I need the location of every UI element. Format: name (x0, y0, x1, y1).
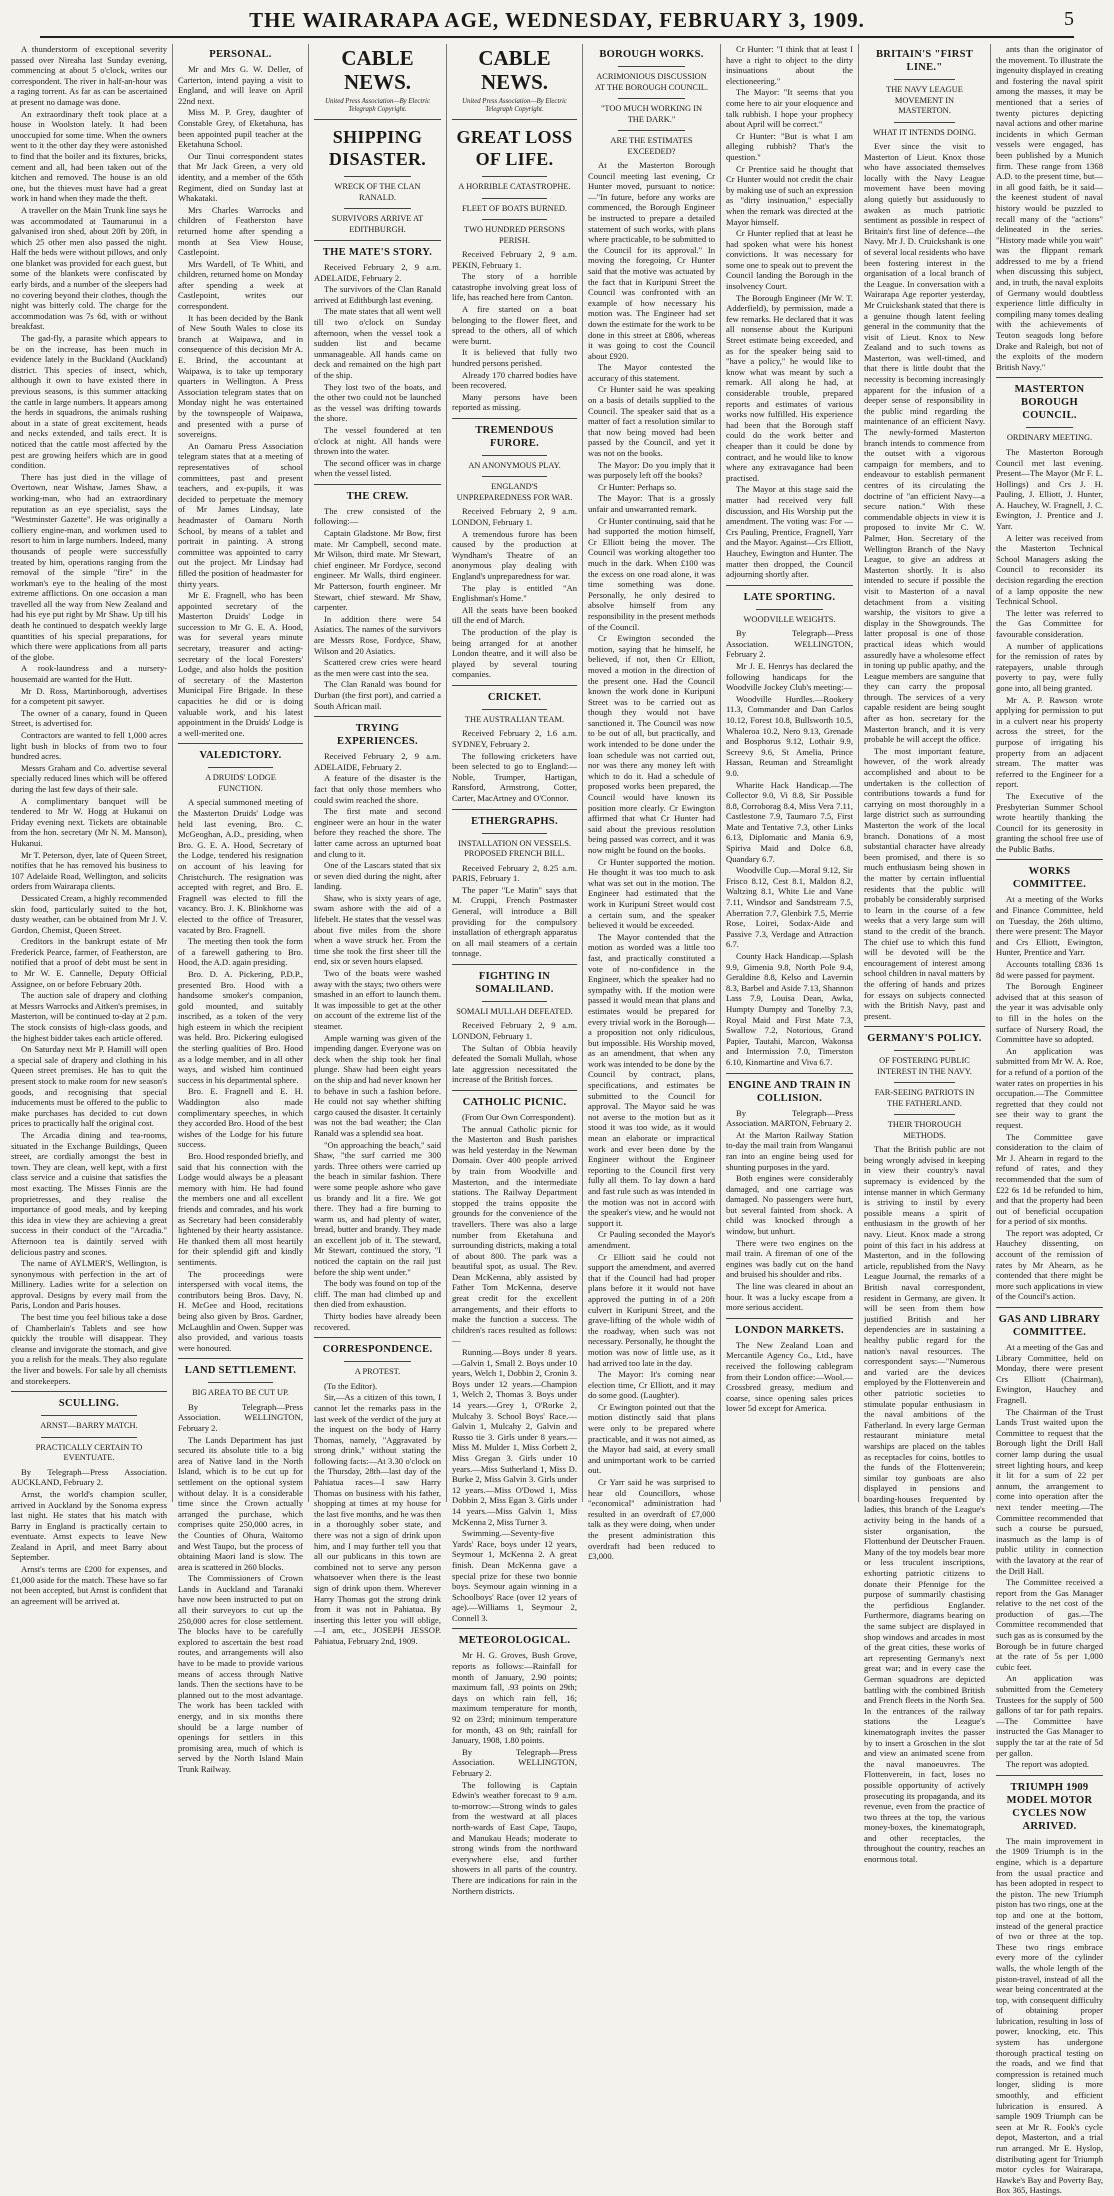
article-subheading: ARE THE ESTIMATES EXCEEDED? (610, 136, 693, 156)
article-divider (314, 716, 441, 717)
article-subheading: ACRIMONIOUS DISCUSSION AT THE BOROUGH COUNCIL. (594, 72, 709, 92)
divider (894, 122, 955, 123)
article-paragraph: There has just died in the village of Overtown, near Wishaw, James Shaw, a working-man, who had an extraordinary reputation as an eye specialist, says the "Westminster Gazette". He was originally a colliery engine-man, and workmen used to resort to him in large numbers. Indeed, many thousands of people were successfully treated by him, operations ranging from the removal of the simple "fire" in the workman's eye to the healing of the most extreme afflictions. On one occasion a man travelled all the way from New Zealand and had his eye put right by Mr Shaw. Up till his death he continued to despatch weekly large quantities of his special preparations, for which there were applications from all parts of the globe. (11, 471, 167, 662)
article-paragraph: The Clan Ranald was bound for Durban (the first port), and carried a South African mail. (314, 679, 441, 711)
article-paragraph: The second officer was in charge when the vessel listed. (314, 457, 441, 479)
article-paragraph: A rook-laundress and a nursery-housemaid are wanted for the Hutt. (11, 663, 167, 685)
article-paragraph: A thunderstorm of exceptional severity passed over Nireaha last Sunday evening, commencing at about 5 o'clock, writes our correspondent. The river in half-an-hour was a raging torrent. As far as can be ascertained at present no damage was done. (11, 44, 167, 107)
article-subheading: ARNST—BARRY MATCH. (40, 1421, 138, 1431)
article-divider (996, 377, 1103, 378)
article-paragraph: There were two engines on the mail train. A fireman of one of the engines was badly cut on the hand and bruised his shoulder and ribs. (726, 1237, 853, 1280)
article (588, 48, 715, 1562)
article-paragraph: Ever since the visit to Masterton of Lieut. Knox those who have associated themselves locally with the Navy League movement have been moving along quietly but assiduously to awaken as much patriotic sentiment as possible in respect of Britain's first line of defence—the Navy. Mr J. D. Cruickshank is one of several local residents who have been fostering interest in the organisation of a local branch of the League. In conversation with a Wairarapa Age reporter yesterday, Mr Cruickshank stated that there is a genuine though latent feeling general in the community that the visit of Lieut. Knox to New Zealand and to such towns as Masterton, was well-timed, and that there is little doubt that the necessity is becoming increasingly apparent for the infusion of a deeper sense of responsibility in the public mind regarding the maintenance of an efficient Navy. The newly-formed Masterton branch intends to commence from the outset with a vigorous campaign for members, and to endeavour to establish permanent centres of its circulating the doctrine of "an efficient Navy—a secure nation." With these commendable objects in view it is proposed to invite Mr C. W. Palmer, Hon. Secretary of the Wellington Branch of the Navy League, to give an address at Masterton shortly. It is also intended to secure if possible the visit to Masterton of a naval detachment from a visiting warship, the visitors to give a display in the Showgrounds. The latter proposal is one of those practical ideas which would assuredly have a wholesome effect in toning up public apathy, and the League members are sanguine that they can carry the proposal through. The services of a very capable resident are being sought after as hon. secretary for the Masterton branch, and it is very probable he will accept the office. (864, 141, 985, 745)
article-paragraph: The Lands Department has just secured its absolute title to a big area of Native land in the North Island, which is to be cut up for settlement on the optional system without delay. It is a considerable time since the Crown actually arranged the purchase, which comprises quite 250,000 acres, in the Counties of Ohura, Waitomo and West Taupo, but the process of obtaining Maori land is slow. The area is scattered in 260 blocks. (178, 1434, 303, 1572)
article-heading: BOROUGH WORKS. (599, 49, 704, 60)
article-subheading: FLEET OF BOATS BURNED. (461, 203, 567, 213)
column-6 (720, 44, 858, 1502)
article-paragraph: An extraordinary theft took place at a house in Woolston lately. It had been unoccupied for some time. When the owners went to it the other day they were astonished to find that the boiler and its fixtures, bricks, cement and all, had been taken out of the kitchen and removed. The house is an old one, but the thieves must have had a great work in hand when they made the theft. (11, 108, 167, 204)
article-paragraph: The Borough Engineer (Mr W. T. Adderfield), by permission, made a few remarks. He declared that it was all nonsense about the Kuripuni Street estimate being exceeded, and as for the speaker being said to "have a policy," he would like to know what was meant by such a remark. All along he had, at considerable trouble, prepared reports and estimates of various works now fulfilled. His experience had been that the Borough staff could do the work better and cheaper than it could be done by contract, and he would like to know where any extravagance had been practised. (726, 292, 853, 483)
article-divider (452, 1628, 577, 1629)
article-paragraph: The best time you feel bilious take a dose of Chamberlain's Tablets and see how quickly the trouble will disappear. They cleanse and invigorate the stomach, and give you a relish for the meals. They also regulate the liver and bowels. For sale by all chemists and storekeepers. (11, 1312, 167, 1386)
article (452, 1096, 577, 1624)
article-paragraph: Mr A. P. Rawson wrote applying for permission to put in a culvert near his property across the street, for the purpose of irrigating his property from an adjacent stream. The matter was referred to the Engineer for a report. (996, 694, 1103, 790)
column-3 (308, 44, 446, 1646)
article-paragraph: Arnst's terms are £200 for expenses, and £1,000 aside for the match. These have so far not been accepted, but Arnst is confident that an agreement will be arrived at. (11, 1564, 167, 1606)
article-heading: LONDON MARKETS. (735, 1324, 844, 1336)
article-paragraph: Cr Hunter: Perhaps so. (598, 481, 677, 492)
article-subheading: THE NAVY LEAGUE MOVEMENT IN MASTERTON. (886, 85, 963, 115)
article-paragraph: A number of applications for the remission of rates by ratepayers, unable through poverty to pay, were fully gone into, all being granted. (996, 640, 1103, 693)
article-divider (726, 585, 853, 586)
article (996, 44, 1103, 372)
article-paragraph: Swimming.—Seventy-five Yards' Race, boys under 12 years, Seymour 1, McKenna 2. A great finish. Dean McKenna gave a special prize for these two bonnie boys. Seymour again winning in a Schoolboys' Race (over 12 years of age).—Williams 1, Seymour 2, Connell 3. (452, 1528, 577, 1623)
article-paragraph: The Commissioners of Crown Lands in Auckland and Taranaki have now been instructed to put on all their surveyors to cut up the 250,000 acres for close settlement. The blocks have to be carefully explored to ascertain the best road routes, and arrangements will also have to be made to provide various means of access through Native lands. Then the sections have to be planned out to the most advantage. The work has been tackled with energy, and in six months there should be a large number of openings for settlers in this promising area, much of which is served by the North Island Main Trunk Railway. (178, 1573, 303, 1774)
article-paragraph: (To the Editor). (324, 1380, 378, 1391)
article (996, 865, 1103, 1302)
article-paragraph: (From Our Own Correspondent). (462, 1111, 576, 1122)
article-paragraph: Mr H. G. Groves, Bush Grove, reports as follows:—Rainfall for month of January, 2.90 points; maximum fall, .93 points on 29th; days on which rain fell, 16; maximum temperature for month, 92 on 23rd; minimum temperature for month, 43 on 9th; rainfall for January, 1908, 1.80 points. (452, 1650, 577, 1746)
article (726, 1079, 853, 1313)
article-paragraph: The Committee gave consideration to the claim of Mr J. Ahearn in regard to the refund of rates, and they recommended that the sum of £22 6s 1d be refunded to him, and that the property had been out of beneficial occupation for a period of six months. (996, 1131, 1103, 1227)
divider (1026, 427, 1073, 428)
article-paragraph: The annual Catholic picnic for the Masterton and Bush parishes was held yesterday in the Newman Domain. Over 400 people arrived by train from Woodville and Masterton, and the intermediate stations. The Railway Department stopped the trains opposite the grounds for the convenience of the travellers. There was also a large number from Eketahuna and surrounding districts, making a total of about 800. The park was a beautiful spot, as usual. The Rev. Dean McKenna, ably assisted by Father Tom McKenna, deserve great credit for the excellent arrangements, and their efforts to make the function a success. The children's races resulted as follows:— (452, 1123, 577, 1346)
article-heading: TRIUMPH 1909 MODEL MOTOR CYCLES NOW ARRIVED. (1006, 1781, 1093, 1832)
article-paragraph: The Borough Engineer advised that at this season of the year it was advisable only to fill in the holes on the surface of Nursery Road, the Committee have so adopted. (996, 981, 1103, 1045)
article-paragraph: Mr T. Peterson, dyer, late of Queen Street, notifies that he has removed his business to 107 Adelaide Road, Wellington, and solicits orders from Wairarapa clients. (11, 849, 167, 892)
article-divider (452, 964, 577, 965)
article-paragraph: Mrs Wardell, of Te Whiti, and children, returned home on Monday after spending a week at Castlepoint, writes our correspondent. (178, 258, 303, 312)
article-paragraph: Mr J. E. Henrys has declared the following handicaps for the Woodville Jockey Club's meeting:— (726, 660, 853, 693)
article-paragraph: The name of AYLMER'S, Wellington, is synonymous with perfection in the art of Millinery. Ladies write for a selection on approval. Designs by every mail from the Paris, London and Paris houses. (11, 1258, 167, 1311)
article-paragraph: By Telegraph—Press Association. WELLINGTON, February 2. (452, 1746, 577, 1778)
article-divider (996, 1775, 1103, 1776)
article-paragraph: The Chairman of the Trust Lands Trust waited upon the Committee to request that the Borough light the Drill Hall corner lamp during the usual street lighting hours, and keep it lit for a sum of 22 per annum, the arrangement to come into operation after the next tender meeting.—The Committee recommended that such a course be pursued, inasmuch as the lamp is of public utility in connection with the lavatory at the rear of the Drill Hall. (996, 1406, 1103, 1576)
article-paragraph: The Executive of the Presbyterian Summer School wrote heartily thanking the Council for its generosity in granting the school free use of the Public Baths. (996, 790, 1103, 854)
article-paragraph: A fire started on a boat belonging to the flower fleet, and spread to the others, all of which were burnt. (452, 303, 577, 346)
divider (618, 98, 685, 99)
article-heading: TRYING EXPERIENCES. (337, 723, 418, 748)
article (996, 1781, 1103, 2196)
article-paragraph: By Telegraph—Press Association. MARTON, February 2. (726, 1107, 853, 1129)
article-paragraph: The first mate and second engineer were an hour in the water before they reached the shore. The latter came across an upturned boat and clung to it. (314, 806, 441, 859)
article-paragraph: Cr Hunter continuing, said that he had supported the motion himself, Cr Elliott being the mover. The Council was working altogether too much in the dark. When £100 was the excess on one road alone, it was time something was done. Personally, he only desired to absolve himself from any responsibility in the present methods of the Council. (588, 515, 715, 632)
article-paragraph: The line was cleared in about an hour. It was a lucky escape from a more serious accident. (726, 1281, 853, 1313)
article-divider (996, 1307, 1103, 1308)
article (726, 591, 853, 1068)
article-heading: CORRESPONDENCE. (322, 1344, 433, 1356)
article-paragraph: The Arcadia dining and tea-rooms, situated in the Exchange Buildings, Queen street, are cordially amongst the best in town. They are clean, well kept, with a first class service and a cuisine that satisfies the most exacting. The Misses Finnis are the proprietresses, and they realise the importance of good meals, and by keeping this idea in view they are achieving a great success in their conduct of the "Arcadia." Afternoon tea is daintily served with delicious pastry and scones. (11, 1129, 167, 1257)
article (452, 46, 577, 114)
divider (344, 208, 411, 209)
article-heading: MASTERTON BOROUGH COUNCIL. (1014, 384, 1085, 422)
article-paragraph: Cr Ewington pointed out that the motion distinctly said that plans were only to be prepared where practicable, and it was not aimed, as the Mayor had said, at every small and unimportant work to be carried out. (588, 1401, 715, 1476)
article-paragraph: An application was submitted from Mr W. A. Roe, for a refund of a portion of the water rates on properties in his occupation.—The Committee regretted that they could not see their way to grant the request. (996, 1045, 1103, 1130)
article-heading: METEOROLOGICAL. (458, 1635, 571, 1647)
article-paragraph: The crew consisted of the following:— (314, 505, 441, 527)
article-paragraph: Running.—Boys under 8 years.—Galvin 1, Small 2. Boys under 10 years, Welch 1, Dobbin 2, Cronin 3. Boys under 12 years.—Champion 1, Welch 2, Thomas 3. Boys under 14 years.—Grey 1, O'Rorke 2, Mulcahy 3. School Boys' Race.—Galvin 1, Mulcahy 2, Galvin and Russo tie 3. Girls under 8 years.—Miss M. Mulder 1, Miss Corbett 2, Miss Gregan 3. Girls under 10 years.—Miss Sutherland 1, Miss D. Burke 2, Miss Galvin 3. Girls under 12 years.—Miss O'Dowd 1, Miss Dobbin 2, Miss Egan 3. Girls under 14 years.—Miss Galvin 1, Miss McKenna 2, Miss Turner 3. (452, 1347, 577, 1527)
article-paragraph: A tremendous furore has been caused by the production at Wyndham's Theatre of an anonymous play dealing with England's unpreparedness for war. (452, 528, 577, 581)
newspaper-title: THE WAIRARAPA AGE, WEDNESDAY, FEBRUARY 3, 1909. (249, 8, 865, 32)
article (726, 44, 853, 580)
article-paragraph: Cr Pauling seconded the Mayor's amendment. (588, 1229, 715, 1250)
article-paragraph: By Telegraph—Press Association. WELLINGTON, February 2. (726, 628, 853, 660)
article-paragraph: The owner of a canary, found in Queen Street, is advertised for. (11, 707, 167, 729)
article-paragraph: The most important feature, however, of the work already accomplished and about to be undertaken is the collection of contributions towards a fund for carrying on most thoroughly in a large district such as surrounding Masterton the work of the local branch. Donations of a most substantial character have already been promised, and there is so much enthusiasm being shown in the matter by certain influential residents that the public will probably be considerably surprised to learn in the course of a few weeks that a very large sum will stand to the credit of the branch. The chief use to which this fund will be devoted will be the encouragement of interest among school children in naval matters by the offering of hands and prizes for essays on subjects connected with the British Navy, past and present. (864, 745, 985, 1021)
article-paragraph: An application was submitted from the Cemetery Trustees for the supply of 500 gallons of tar for path repairs.—The Committee have instructed the Gas Manager to supply the tar at the rate of 5d per gallon. (996, 1673, 1103, 1758)
article-paragraph: Cr Ewington seconded the motion, saying that he himself, he believed, if not, then Cr Elliott, moved a motion in the direction of the present one. Had the Council known the work done in Kuripuni Street was to be carried out as though they would not have sanctioned it. The Council was now to be out of all, but practically, and work intended to be done under the loan schedule was not carried out, nor was there any money left with which to do it. Had a schedule of proposed works been prepared, the Council would have known its position more clearly. Cr Ewington affirmed that what Cr Hunter had said about the previous resolution being passed was correct, and it was now might be found on the books. (588, 633, 715, 855)
divider (894, 1114, 955, 1115)
article-paragraph: Cr Prentice said he thought that Cr Hunter would not credit the chair by making use of such an expression as "dirty insinuation," especially when the remark was directed at the Mayor himself. (726, 163, 853, 227)
article-heading: LATE SPORTING. (743, 591, 836, 603)
article-paragraph: Received February 2, 9 a.m. ADELAIDE, February 2. (314, 751, 441, 772)
article-paragraph: Messrs Graham and Co. advertise several specially reduced lines which will be offered during the last few days of their sale. (11, 762, 167, 794)
article (452, 424, 577, 680)
column-2 (172, 44, 308, 1774)
article-paragraph: Two of the boats were washed away with the stays; two others were smashed in an effort to launch them. It was impossible to get at the other on account of the extreme list of the steamer. (314, 968, 441, 1031)
page-number: 5 (1064, 8, 1074, 30)
article-paragraph: The Mayor at this stage said the matter had received very full discussion, and His Worship put the amendment. The voting was: For —Crs Pauling, Prentice, Fragnell, Yarr and the Mayor. Against—Crs Elliott, Hauchey, Ewington and Hunter. The matter then dropped, the Council adjourning shortly after. (726, 484, 853, 580)
article-paragraph: Many persons have been reported as missing. (452, 391, 577, 413)
article-paragraph: The Mayor: "It seems that you come here to air your eloquence and talk rubbish. I hope your prophecy about April will be correct." (726, 87, 853, 130)
article-paragraph: The Sultan of Obbia heavily defeated the Somali Mullah, whose late aggression necessitated the increase of the British forces. (452, 1042, 577, 1085)
article (452, 691, 577, 804)
article-paragraph: By Telegraph—Press Association. AUCKLAND, February 2. (11, 1466, 167, 1488)
article-paragraph: The meeting then took the form of a farewell gathering to Bro. Hood, the A.D. again presiding. (178, 936, 303, 968)
article-paragraph: The mate states that all went well till two o'clock on Sunday afternoon, when the vessel took a sudden list and became unmanageable. All hands came on deck and remained on the high part of the ship. (314, 306, 441, 380)
article-paragraph: Cr Yarr said he was surprised to hear old Councillors, whose "economical" administration had resulted in an overdraft of £7,000 talk as they were doing, when under the present administration this overdraft had been reduced to £3,000. (588, 1477, 715, 1562)
article-paragraph: The Mayor: It's coming near election time, Cr Elliott, and it may do some good. (Laughter). (588, 1369, 715, 1401)
article (996, 383, 1103, 854)
article-paragraph: The auction sale of drapery and clothing at Messrs Warrocks and Aitken's premises, in Masterton, will be continued to-day at 2 p.m. The stock consists of high-class goods, and the highest bidder takes each article offered. (11, 990, 167, 1043)
article (178, 48, 303, 738)
wire-credit: United Press Association—By Electric Telegraph Copyright. (462, 98, 567, 113)
article-paragraph: Creditors in the bankrupt estate of Mr Frederick Pearce, farmer, of Featherston, are notified that a proof of debt must be sent in to Mr W. E. Cannelle, Deputy Official Assignee, on or before February 20th. (11, 936, 167, 989)
article-paragraph: Bro. E. Fragnell and E. H. Waddington also made complimentary speeches, in which they accorded Bro. Hood of the best wishes of the Lodge for his future success. (178, 1086, 303, 1150)
article-paragraph: That the British public are not being wrongly advised in keeping in view their country's naval supremacy is evidenced by the intense manner in which Germany is striving to instil by every possible means a spirit of enthusiasm in the growth of her navy. Lieut. Knox made a strong point of this fact in his address at Masterton, and in the following article, republished from the Navy League Journal, the remarks of a British naval correspondent, resident in Germany, are given. It will be seen from them how justified British and her dependencies are in sustaining a healthy public regard for the nation's naval resources. The correspondent says:—"Numerous and varied are the devices employed by the Flottenverein and other patriotic societies to stimulate popular enthusiasm in the naval ambitions of the Fatherland. In every large German restaurant miniature metal warships are placed on the tables as receptacles for coins, bottles to the funds of the Flottenverein; similar toy gunboats are also displayed in pensions and boarding-houses frequented by ladies, this branch of the League's activity being in the hands of a sister organisation, the Flottenbund der Deutscher Frauen. Many of the toy models bear more or less truculent inscriptions, exhorting patriotic citizens to donate their Pfennige for the purpose of summarily chastising the perfidious Englander. Furthermore, diagrams bearing on the same subject are displayed in shop windows and arcades in most of the great cities, these works of art representing Germany's next great war; and in every case the German squadrons are depicted battling with the combined British and French fleets in the North Sea. In the entrances of the railway stations the League's kinematograph invites the passer by to insert a Groschen in the slot and view an animated scene from the naval manoeuvres. The Flottenverein, in fact, loses no possible opportunity of actively prosecuting its propaganda, and its revenue, even from the practice of two threes at the top, the various money-boxes, the kinematograph, and other receptacles, the throughout the country, reaches an enormous total. (864, 1144, 985, 1865)
article-paragraph: Received February 2, 9 a.m. LONDON, February 1. (452, 1020, 577, 1041)
article (864, 1032, 985, 1864)
article (726, 1324, 853, 1414)
article-paragraph: Received February 2, 9 a.m. PEKIN, February 1. (452, 249, 577, 270)
article-paragraph: They lost two of the boats, and the other two could not be launched as the vessel was drifting towards the shore. (314, 381, 441, 424)
article-paragraph: The paper "Le Matin" says that M. Cruppi, French Postmaster General, will introduce a Bill providing for the compulsory installation of ethergraph apparatus on all mail steamers of a certain tonnage. (452, 884, 577, 959)
article-subheading: THE AUSTRALIAN TEAM. (464, 714, 565, 724)
article-subheading: A HORRIBLE CATASTROPHE. (458, 182, 571, 191)
article-paragraph: The proceedings were interspersed with vocal items, the contributors being Bros. Davy, N. H. McGee and Hood, recitations being also given by Bros. Gardner, McLaughlin and Owen. Supper was also provided, and various toasts were honoured. (178, 1268, 303, 1353)
article-heading: PERSONAL. (209, 49, 272, 60)
article-subheading: SURVIVORS ARRIVE AT EDITHBURGH. (331, 214, 424, 234)
article-paragraph: The report was adopted, Cr Hauchey dissenting, on account of the remission of rates by Mr Ahearn, as he contended that there might be more such applications in view of the Council's action. (996, 1227, 1103, 1302)
article-heading: TREMENDOUS FURORE. (475, 424, 554, 449)
article-paragraph: Mr D. Ross, Martinborough, advertises for a competent pit sawyer. (11, 685, 167, 707)
divider (894, 1050, 955, 1051)
article-paragraph: A feature of the disaster is the fact that only those members who could swim reached the shore. (314, 773, 441, 805)
article-paragraph: The report was adopted. (1006, 1759, 1090, 1770)
article-heading: GERMANY'S POLICY. (867, 1033, 982, 1045)
column-5 (582, 44, 720, 1562)
article-paragraph: Cr Elliott said he could not support the amendment, and averred that if the Council had had proper plans before it it would not have approved the putting in of a 20ft culvert in Kuripuni Street, and the grave-lifting of the whole width of the roadway, when such was not necessary. Personally, he thought the motion was now of little use, as it had arrived too late in the day. (588, 1251, 715, 1368)
article-heading: CATHOLIC PICNIC. (462, 1096, 567, 1108)
article-paragraph: Captain Gladstone. Mr Bow, first mate. Mr Campbell, second mate. Mr Wilson, third mate. Mr Stewart, chief engineer. Mr Fordyce, second engineer. Mr Walls, third engineer. Mr Patterson, fourth engineer. Mr Stewart, chief steward. Mr Shaw, carpenter. (314, 528, 441, 613)
column-1 (6, 44, 172, 1606)
article-subheading: WHAT IT INTENDS DOING. (873, 127, 976, 137)
divider (482, 1001, 547, 1002)
article-subheading: FAR-SEEING PATRIOTS IN THE FATHERLAND. (874, 1088, 975, 1108)
article-subheading: INSTALLATION ON VESSELS. PROPOSED FRENCH BILL. (458, 838, 571, 859)
article (11, 1397, 167, 1606)
article-subheading: BIG AREA TO BE CUT UP. (192, 1388, 289, 1398)
divider (482, 709, 547, 710)
article-heading: ETHERGRAPHS. (471, 815, 558, 827)
article-heading: CRICKET. (487, 691, 542, 703)
article-divider (314, 119, 441, 120)
article-divider (452, 1090, 577, 1091)
article-paragraph: Woodville Cup.—Moral 9.12, Sir Frisco 8.12, Cest 8.1, Maldon 8.2, Waltzing 8.1, White Lie and Vane 7.11, Windsor and Sandstream 7.5, Aberration 7.7, Glenbirk 7.5, Merrie Rose, Loirei, Sodax-Aide and Passive 7.3, Verdage and Attraction 6.7. (726, 865, 853, 950)
article-paragraph: Sir,—As a citizen of this town, I cannot let the remarks pass in the last week of the verdict of the jury at the inquest on the body of Harry Thomas, namely, "Aggravated by strong drink," without stating the following facts:—At 3.30 o'clock on the Thursday, 28th—last day of the Pahiatua races—I saw Harry Thomas on business with his father, shopping at times at my house for the last five months, and he was then in a thoroughly sober state, and there was not a sign of drink upon him, and I may further tell you that all our publicans in this town are combined not to serve any person whatsoever when there is the least sign of drink upon them. Wherever Harry Thomas got the strong drink from it was not in Pahiatua. By inserting this letter you will oblige,—I am, etc., JOSEPH JESSOP. Pahiatua, February 2nd, 1909. (314, 1392, 441, 1646)
article-paragraph: All the seats have been booked till the end of March. (452, 604, 577, 626)
article-heading: CABLE NEWS. (341, 46, 414, 94)
article-heading: THE MATE'S STORY. (322, 247, 433, 258)
article-heading: GREAT LOSS OF LIFE. (456, 127, 573, 169)
article-divider (996, 859, 1103, 860)
article (452, 126, 577, 413)
article (314, 46, 441, 114)
article-paragraph: Our Tinui correspondent states that Mr Jack Green, a very old identity, and a member of the 65th Regiment, died on Sunday last at Whakataki. (178, 150, 303, 204)
article-heading: THE CREW. (346, 490, 409, 502)
article-paragraph: The following cricketers have been selected to go to England:—Noble, Trumper, Hartigan, Ransford, Armstrong, Cotter, Carter, MacArtney and O'Connor. (452, 750, 577, 803)
article-subheading: TWO HUNDRED PERSONS PERISH. (464, 225, 565, 245)
divider (482, 219, 547, 220)
article-paragraph: Miss M. P. Grey, daughter of Constable Grey, of Eketahuna, has been appointed pupil teacher at the Eketahuna School. (178, 107, 303, 150)
divider (894, 79, 955, 80)
article-paragraph: By Telegraph—Press Association. WELLINGTON, February 2. (178, 1401, 303, 1433)
article (11, 44, 167, 1386)
divider (482, 198, 547, 199)
article-paragraph: Thirty bodies have already been recovered. (314, 1311, 441, 1332)
article-paragraph: Cr Hunter replied that at least he had spoken what were his honest convictions. It was necessary for some one to speak out to prevent the Council landing the Borough in the insolvency Court. (726, 228, 853, 292)
article-paragraph: It has been decided by the Bank of New South Wales to close its branch at Waipawa, and in consequence of this decision Mr A. E. Brind, the accountant at Waipawa, is to take up temporary quarters in Wellington. A Press Association telegram states that on Monday night he was entertained by the townspeople of Waipawa, and presented with a purse of sovereigns. (178, 312, 303, 440)
article (178, 749, 303, 1353)
article-subheading: ENGLAND'S UNPREPAREDNESS FOR WAR. (456, 482, 573, 502)
article-subheading: "TOO MUCH WORKING IN THE DARK." (600, 104, 703, 124)
article-divider (452, 809, 577, 810)
article-paragraph: Mrs Charles Warrocks and children of Featherston have returned home after spending a month at Sea View House, Castlepoint. (178, 204, 303, 258)
article-heading: SHIPPING DISASTER. (328, 127, 427, 169)
article-paragraph: Dessicated Cream, a highly recommended skin food, particularly suited to the hot, dusty weather, can be obtained from Mr J. V. Gordon, Chemist, Queen Street. (11, 892, 167, 935)
article-paragraph: The story of a horrible catastrophe involving great loss of life, has reached here from Canton. (452, 271, 577, 303)
article-subheading: PRACTICALLY CERTAIN TO EVENTUATE. (35, 1442, 143, 1463)
article-paragraph: The gad-fly, a parasite which appears to be on the increase, has been much in evidence lately in the Buckland (Auckland) district. This species of insect, which, although it own to have existed there in previous seasons, is this summer attacking the cattle in large numbers. It appears among the herds in squadrons, the animals rushing about in a state of great excitement, heads and necks extended, and tails erect. It is noticed that the cattle most affected by the pest are growing heifers which are in good condition. (11, 333, 167, 471)
article-heading: VALEDICTORY. (199, 750, 282, 762)
article-paragraph: Received February 2, 1.6 a.m. SYDNEY, February 2. (452, 728, 577, 749)
article-heading: SCULLING. (58, 1398, 120, 1410)
article (452, 815, 577, 959)
article-paragraph: The production of the play is being arranged for at another London theatre, and it will also be played by several touring companies. (452, 626, 577, 680)
article-paragraph: On Saturday next Mr P. Hamill will open a special sale of drapery and clothing in his Queen street premises. He has to quit the present stock to make room for new season's goods, and recognising that special inducements must be offered to the public to make purchases has decided to cut down prices to practically half the original cost. (11, 1044, 167, 1129)
article-paragraph: Bro. Hood responded briefly, and said that his connection with the Lodge would always be a pleasant memory with him. He had found the members one and all excellent friends and comrades, and his work as Secretary had been considerably lightened by their hearty assistance. He thanked them all most heartily for their splendid gift and kindly sentiments. (178, 1151, 303, 1267)
article-paragraph: Bro. D. A. Pickering, P.D.P., presented Bro. Hood with a handsome smoker's companion, gold mounted, and suitably inscribed, as a token of the very high esteem in which the recipient was held. Bro. Pickering eulogised the sterling qualities of Bro. Hood as a lodge member, and in all other ways, and wished him continued success in his departmental sphere. (178, 968, 303, 1085)
divider (618, 66, 685, 67)
article-paragraph: The New Zealand Loan and Mercantile Agency Co., Ltd., have received the following cablegram from their London office:—Wool.—Crossbred greasy, medium and coarse, since opening sales prices lower 5d except for America. (726, 1339, 853, 1414)
divider (208, 767, 273, 768)
article-subheading: WOODVILLE WEIGHTS. (743, 614, 836, 624)
article-paragraph: Woodville Hurdles.—Rookery 11.3, Commander and Dan Carlos 10.12, Forest 10.8, Bullsworth 10.5, Whaleroa 10.2, Nero 9.13, Grenade and Bosphorus 9.12, Lothair 9.9, Screevy 9.6, St Amelia, Prince Hassan, Reuman and Streamlight 9.0. (726, 693, 853, 778)
article (314, 490, 441, 711)
article-subheading: AN ANONYMOUS PLAY. (468, 460, 561, 470)
article-divider (452, 685, 577, 686)
article-paragraph: Received February 2, 8.25 a.m. PARIS, February 1. (452, 862, 577, 884)
article-divider (314, 484, 441, 485)
article-paragraph: The Mayor contested the accuracy of this statement. (588, 362, 715, 383)
divider (894, 1082, 955, 1083)
article-paragraph: The body was found on top of the cliff. The man had climbed up and then died from exhaustion. (314, 1278, 441, 1310)
article-paragraph: The play is entitled "An Englishman's Home." (452, 582, 577, 604)
divider (344, 176, 411, 177)
article-subheading: ORDINARY MEETING. (1006, 433, 1093, 443)
article-paragraph: One of the Lascars stated that six or seven died during the night, after landing. (314, 860, 441, 892)
article-paragraph: Cr Hunter said he was speaking on a basis of details supplied to the Council. The speaker said that as a matter of fact a resolution similar to that now being moved had been passed by the Council, and yet it was not on the books. (588, 384, 715, 459)
article-divider (726, 1318, 853, 1319)
article-paragraph: A special summoned meeting of the Masterton Druids' Lodge was held last evening, Bro. C. McGeoghan, A.D., presiding, when Bro. G. E. A. Hood, Secretary of the Lodge, tendered his resignation on account of his leaving for Christchurch. The resignation was accepted with regret, and Bro. E. Fragnell was elected to fill the vacancy. Bro. J. K. Blinkhorne was elected to the office of Treasurer, vacated by Bro. Fragnell. (178, 797, 303, 935)
article-paragraph: The Masterton Borough Council met last evening. Present—The Mayor (Mr F. L. Hollings) and Crs J. H. Pauling, J. Elliott, J. Hunter, A. Hauchey, W. Fragnell, J. C. Ewington, J. Prentice and J. Yarr. (996, 446, 1103, 532)
article-subheading: THEIR THOROUGH METHODS. (887, 1120, 962, 1140)
article-heading: CABLE NEWS. (478, 46, 551, 94)
article (314, 246, 441, 479)
article-paragraph: Cr Hunter supported the motion. He thought it was too much to ask what was set out in the motion. The Engineer had estimated that the work in Kuripuni Street would cost a certain sum, and the speaker believed it would be exceeded. (588, 856, 715, 931)
divider (482, 176, 547, 177)
article-paragraph: At the Marton Railway Station to-day the mail train from Wanganui ran into an engine being used for shunting purposes in the yard. (726, 1129, 853, 1172)
article-paragraph: The Committee received a report from the Gas Manager relative to the net cost of the production of gas.—The Committee recommended that such gas as is consumed by the Borough be in future charged at the rate of 5s per 1,000 cubic feet. (996, 1577, 1103, 1672)
article-heading: FIGHTING IN SOMALILAND. (475, 970, 554, 995)
column-7 (858, 44, 990, 1865)
article-paragraph: County Hack Handicap.—Splash 9.9, Gimenia 9.8, North Pole 9.4, Geraldine 8.8, Kelso and Lavernin 8.3, Barbel and Aside 7.13, Shannon Lass 7.9, Louisa Dean, Awka, Humpty Dumpty and Tonelby 7.3, Royal Maid and First Mate 7.3, Swallow 7.2, Notorious, Grand Papier, Tautahi, Marcon, Wakonsa and Intermission 7.0, Timerston 6.10, Kinmartine and Viva 6.7. (726, 951, 853, 1067)
divider (208, 1382, 273, 1383)
article-paragraph: The Mayor contended that the motion as worded was a little too fast, and practically constituted a vote of no-confidence in the Engineer, which the speaker had no sympathy with. If the motion were passed it would mean that plans and estimates would be prepared for every trivial work in the Borough—a proposition not only ridiculous, but impossible. His Worship moved, as an amendment, that when any work was intended to be done by the Council by contract, plans, specifications, and estimates be submitted to the Council for approval. The Mayor said he was not averse to the motion but as it stood it was too wide, as it would mean an elaborate or impractical work and ever been done by the Engineer without the Engineer reporting to the Council first very fully all them. To lay down a hard and fast rule such as was intended in the motion was not in accord with the speaker's view, and he would not support it. (588, 931, 715, 1228)
divider (482, 833, 547, 834)
article-divider (314, 240, 441, 241)
article-divider (178, 1358, 303, 1359)
article-divider (452, 119, 577, 120)
column-4 (446, 44, 582, 1896)
article-paragraph: The vessel foundered at ten o'clock at night. All hands were thrown into the water. (314, 424, 441, 457)
article-paragraph: A traveller on the Main Trunk line says he was accommodated at Taumarunui in a galvanised iron shed, about 20ft by 20ft, in which 25 other men also passed the night. Half the beds were without pillows, and only one blanket was provided for each guest, but some of the blankets were confiscated by early birds, and a number of the sleepers had no covering beyond their clothes, though the night was bitterly cold. The charge for the accommodation was 7s 6d, with or without breakfast. (11, 204, 167, 332)
article-divider (178, 743, 303, 744)
article-paragraph: The main improvement in the 1909 Triumph is in the engine, which is a departure from the usual practice and has been adopted in respect to the piston. The new Triumph piston has two rings, one at the top and one at the bottom, instead of the general practice of two or three at the top. These two rings embrace every more of the cylinder walls, the whole length of the piston-travel, instead of all the wear being concentrated at the top, with consequent difficulty of obtaining proper lubrication, resulting in loss of power, knocking, etc. This system has undergone thorough practical testing on the roads, and we find that compression is retained much longer, sliding is more smoothly, and efficient lubrication is ensured. A sample 1909 Triumph can be seen at Mr R. Fook's cycle depot, Masterton, and a trial run arranged. Mr E. Hyslop, distributing agent for Triumph motor cycles for Wairarapa, Hawke's Bay and Poverty Bay, Box 365, Hastings. (996, 1835, 1103, 2196)
article-divider (452, 418, 577, 419)
article-paragraph: An Oamaru Press Association telegram states that at a meeting of representatives of school committees, past and present teachers, and ex-pupils, it was decided to perpetuate the memory of Mr James Lindsay, late headmaster of Oamaru North School, by means of a tablet and portrait in painting. A strong committee was appointed to carry out the project. Mr Lindsay had filled the position of headmaster for thirty years. (178, 440, 303, 589)
article-paragraph: Shaw, who is sixty years of age, swam ashore with the aid of a lifebelt. He states that the vessel was about five miles from the shore when a wave struck her. From the time she took the first sheer till the end, six or seven hours elapsed. (314, 892, 441, 967)
article-paragraph: At a meeting of the Works and Finance Committee, held on Tuesday, the 26th ultimo, there were present: The Mayor and Crs Elliott, Ewington, Hunter, Prentice and Yarr. (996, 894, 1103, 958)
article-subheading: SOMALI MULLAH DEFEATED. (456, 1006, 573, 1016)
article (314, 126, 441, 235)
column-8 (990, 44, 1108, 2196)
divider (618, 130, 685, 131)
article-paragraph: A complimentary banquet will be tendered to Mr W. Hogg at Hukanui on Friday evening next. Tickets are obtainable from the hon. secretary (Mr N. M. Manson), Hukanui. (11, 795, 167, 848)
article-paragraph: At a meeting of the Gas and Library Committee, held on Monday, there were present Crs Elliott (Chairman), Ewington, Hauchey and Fragnell. (996, 1342, 1103, 1405)
article-divider (726, 1073, 853, 1074)
divider (41, 1415, 137, 1416)
divider (756, 609, 823, 610)
article-paragraph: In addition there were 54 Asiatics. The names of the survivors are Messrs Rose, Fordyce, Shaw, Wilson and 20 Asiatics. (314, 613, 441, 656)
article (452, 970, 577, 1085)
article-paragraph: A letter was received from the Masterton Technical School Managers asking the Council to reconsider its decision regarding the erection of a lamp opposite the new Technical School. (996, 532, 1103, 607)
article (996, 1313, 1103, 1770)
divider (482, 455, 547, 456)
article-paragraph: Arnst, the world's champion sculler, arrived in Auckland by the Sonoma express last night. He states that his match with Barry in England is practically certain to eventuate. Arnst expects to leave New Zealand in April, and meet Barry about September. (11, 1488, 167, 1563)
article-heading: ENGINE AND TRAIN IN COLLISION. (728, 1079, 851, 1104)
article-paragraph: Received February 2, 9 a.m. LONDON, February 1. (452, 506, 577, 527)
article-paragraph: The Mayor: Do you imply that it was purposely left off the books? (588, 459, 715, 481)
article (452, 1634, 577, 1896)
masthead (40, 6, 1074, 38)
article-subheading: WRECK OF THE CLAN RANALD. (334, 182, 421, 202)
article-paragraph: The letter was referred to the Gas Committee for favourable consideration. (996, 607, 1103, 639)
article-paragraph: At the Masterton Borough Council meeting last evening, Cr Hunter moved, pursuant to notice:—"In future, before any works are commenced, the Borough Engineer be instructed to prepare a detailed statement of such works, with plans where practicable, to be submitted to the Council for its approval." In moving the foregoing, Cr Hunter said that the motive was actuated by the fact that in Kuripuni Street the Council was confronted with an example of how necessary his motion was. The Engineer had set down the estimate for the work to be done in this street at £806, whereas it was going to cost the Council about £920. (588, 160, 715, 361)
article-divider (314, 1337, 441, 1338)
article-paragraph: Mr E. Fragnell, who has been appointed secretary of the Masterton Druids' Lodge in succession to Mr G. E. A. Hood, was for several years minute secretary, treasurer and acting-secretary of the local Foresters' Lodge, and also holds the position of secretary of the Masterton Municipal Fire Brigade. In these capacities he did or is doing valuable work, and his latest appointment in the Druids' Lodge is a well-merited one. (178, 590, 303, 738)
article-paragraph: Already 170 charred bodies have been recovered. (452, 369, 577, 391)
article-heading: GAS AND LIBRARY COMMITTEE. (998, 1314, 1101, 1339)
article-paragraph: Contractors are wanted to fell 1,000 acres light bush in blocks of from two to four hundred acres. (11, 730, 167, 762)
article-paragraph: ants than the originator of the movement. To illustrate the ingenuity displayed in creating and fostering the naval spirit among the masses, it may be mentioned that a series of twenty pictures depicting naval actions and other marine incidents in which German vessels were engaged, has been published by a Munich firm. These range from 1368 A.D. to the present time, but—in all good faith, be it said—the keenest student of naval history would be puzzled to recall many of the "actions" delineated in the series. "History made while you wait" was the flippant remark addressed to me by a friend when discussing this subject, and, in truth, the naval exploits of Germany would doubtless experience little difficulty in compiling many tomes dealing with the achievements of Teuton seagods long before Drake and Raleigh, but not of the exploits of the modern British Navy." (996, 44, 1103, 372)
article (314, 722, 441, 1332)
article-paragraph: Accounts totalling £836 1s 8d were passed for payment. (996, 959, 1103, 980)
article (864, 48, 985, 1021)
article-heading: LAND SETTLEMENT. (184, 1365, 297, 1377)
article-paragraph: "On approaching the beach," said Shaw, "the surf carried me 300 yards. Three others were carried up the beach in similar fashion. There were some people ashore who gave us brandy and lit a fire. We got there. They had a fire burning to warm us, and had plenty of water, bread, butter and brandy. They made an excellent job of it. The steward, Mr Stewart, continued the story, "I noticed the captain on the rail just before the ship went under." (314, 1139, 441, 1277)
article-paragraph: Wharite Hack Handicap.—The Collector 9.0, Vi 8.8, Sir Possible 8.8, Corroborag 8.4, Miss Vera 7.11, Castlestone 7.9, Taumaro 7.5, First Mate and Tentative 7.3, other Links 6.13, Diplomatic and Mania 6.9, Spiriva Maid and Dolce 6.8, Quandary 6.7. (726, 779, 853, 864)
divider (344, 1361, 411, 1362)
article-paragraph: Mr and Mrs G. W. Deller, of Carterton, intend paying a visit to England, and will leave on April 22nd next. (178, 64, 303, 106)
article-divider (11, 1391, 167, 1392)
article-heading: BRITAIN'S "FIRST LINE." (875, 49, 974, 73)
article-paragraph: Cr Hunter: "But is what I am alleging rubbish? That's the question." (726, 130, 853, 162)
divider (482, 476, 547, 477)
article-paragraph: Cr Hunter: "I think that at least I have a right to object to the dirty insinuations about the electioneering." (726, 44, 853, 86)
article-subheading: A PROTEST. (354, 1367, 401, 1377)
article-subheading: A DRUIDS' LODGE FUNCTION. (205, 773, 276, 793)
article-heading: WORKS COMMITTEE. (1012, 866, 1087, 891)
article-paragraph: The following is Captain Edwin's weather forecast to 9 a.m. to-morrow:—Strong winds to gales from the westward at all places north-wards of East Cape, Taupo, and Manukau Heads; moderate to strong winds from the northward everywhere else, and further showers in all parts of the country. There are indications for rain in the Northern districts. (452, 1779, 577, 1896)
article (314, 1343, 441, 1646)
article-paragraph: Both engines were considerably damaged, and one carriage was damaged. No passengers were hurt, but several fainted from shock. A child was knocked through a window, but unhurt. (726, 1173, 853, 1237)
article-paragraph: The Mayor: That is a grossly unfair and unwarranted remark. (588, 493, 715, 514)
article-paragraph: The survivors of the Clan Ranald arrived at Edithburgh last evening. (314, 284, 441, 305)
article-paragraph: Received February 2, 9 a.m. ADELAIDE, February 2. (314, 262, 441, 283)
divider (41, 1437, 137, 1438)
wire-credit: United Press Association—By Electric Telegraph Copyright. (325, 98, 430, 113)
article-subheading: OF FOSTERING PUBLIC INTEREST IN THE NAVY. (877, 1056, 972, 1076)
article-paragraph: It is believed that fully two hundred persons perished. (452, 347, 577, 368)
article-divider (864, 1026, 985, 1027)
article-paragraph: Ample warning was given of the impending danger. Everyone was on deck when the ship took her final plunge. Shaw had been eight years on the ship and had never known her to behave in such a fashion before. He could not say whether shifting cargo caused the disaster. It certainly was not the bad weather; the Clan Ranald was a splendid sea boat. (314, 1032, 441, 1138)
article (178, 1364, 303, 1774)
article-paragraph: Scattered crew cries were heard as the men were cast into the sea. (314, 657, 441, 678)
